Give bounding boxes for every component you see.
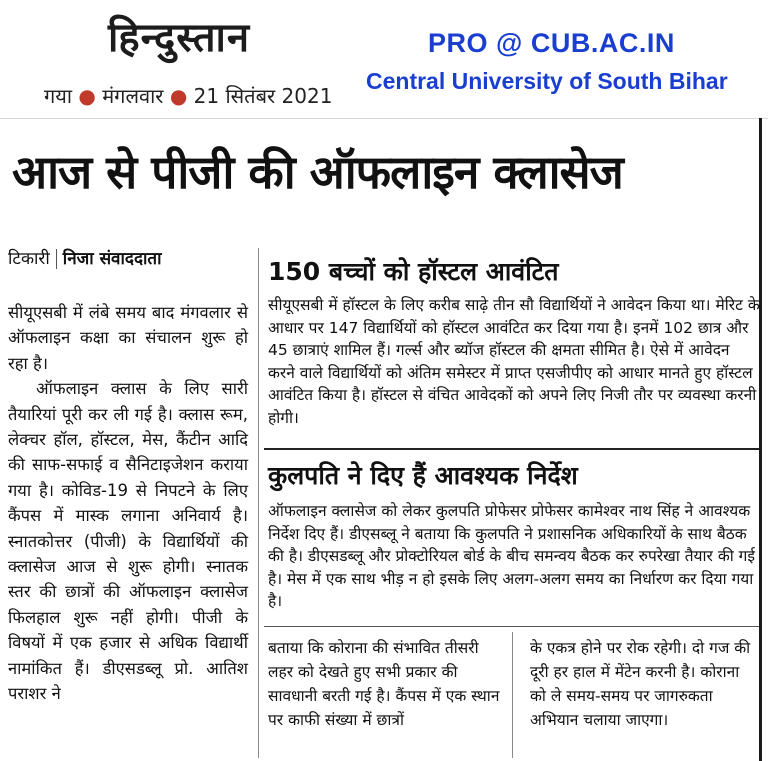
paragraph: ऑफलाइन क्लास के लिए सारी तैयारियां पूरी कर ली गई है। क्लास रूम, लेक्चर हॉल, हॉस्टल, मेस, कैंटीन आदि की साफ-सफाई व सैनिटाइजेशन कराया गया है। कोविड-19 से निपटने के लिए कैंपस में मास्क लगाना अनिवार्य है। स्नातकोत्तर (पीजी) के विद्यार्थियों की क्लासेज आज से शुरू होगी। स्नातक स्तर की छात्रों की ऑफलाइन क्लासेज फिलहाल शुरू नहीं होगी। पीजी के विषयों में एक हजार से अधिक विद्यार्थी नामांकित हैं। डीएसडब्लू प्रो. आतिश पराशर ने [8, 379, 248, 704]
clipping-edge [0, 118, 768, 119]
column-divider [258, 248, 259, 758]
newspaper-masthead [0, 0, 768, 118]
page-border [759, 118, 762, 761]
byline-place: टिकारी [8, 249, 50, 269]
hostel-paragraph: सीयूएसबी में हॉस्टल के लिए करीब साढ़े तीन सौ विद्यार्थियों ने आवेदन किया था। मेरिट के आधार पर 147 विद्यार्थियों को हॉस्टल आवंटित कर दिया गया है। इनमें 102 छात्र और 45 छात्राएं शामिल हैं। गर्ल्स और ब्यॉज हॉस्टल की क्षमता सीमित है। ऐसे में आवेदन करने वाले विद्यार्थियों को अंतिम समेस्टर में प्राप्त एसजीपीए को आधार मानते हुए हॉस्टल आवंटित किया है। हॉस्टल से वंचित आवेदकों को अपने लिए निजी तौर पर व्यवस्था करनी होगी। [268, 296, 760, 427]
directions-paragraph: ऑफलाइन क्लासेज को लेकर कुलपति प्रोफेसर प्रोफेसर कामेश्वर नाथ सिंह ने आवश्यक निर्देश दिए हैं। डीएसब्लू ने बताया कि कुलपति ने प्रशासनिक अधिकारियों के साथ बैठक की है। डीएसडब्लू और प्रोक्टोरियल बोर्ड के बीच समन्वय बैठक कर रुपरेखा तैयार की गई है। मेस में एक साथ भीड़ न हो इसके लिए अलग-अलग समय का निर्धारण कर दिया गया है। [268, 502, 755, 611]
subheading-vice-chancellor: कुलपति ने दिए हैं आवश्यक निर्देश [268, 461, 578, 490]
byline [8, 246, 161, 269]
newspaper-logo: हिन्दुस्तान [108, 14, 251, 61]
byline-author: निजा संवाददाता [62, 249, 162, 269]
subheading-hostel: 150 बच्चों को हॉस्टल आवंटित [268, 257, 559, 286]
paragraph: सीयूएसबी में लंबे समय बाद मंगवलार से ऑफलाइन कक्षा का संचालन शुरू हो रहा है। [8, 303, 248, 373]
article-column-1 [8, 300, 248, 707]
byline-divider [56, 249, 57, 269]
article-column-2: बताया कि कोराना की संभावित तीसरी लहर को देखते हुए सभी प्रकार की सावधानी बरती गई है। कैंपस में एक स्थान पर काफी संख्या में छात्रों [268, 639, 500, 729]
dateline-city: गया [44, 84, 73, 108]
dateline-day: मंगलवार [102, 84, 164, 108]
dateline-date: 21 सितंबर 2021 [193, 84, 333, 108]
bullet-icon: ● [169, 84, 194, 108]
article-headline: आज से पीजी की ऑफलाइन क्लासेज [12, 145, 623, 199]
university-name-stamp: Central University of South Bihar [366, 68, 728, 94]
pro-email-stamp: PRO @ CUB.AC.IN [428, 28, 675, 58]
article-column-3: के एकत्र होने पर रोक रहेगी। दो गज की दूरी हर हाल में मेंटेन करनी है। कोराना को ले समय-समय पर जागरुकता अभियान चलाया जाएगा। [530, 639, 751, 729]
section-divider [264, 448, 759, 450]
dateline [44, 82, 332, 109]
bullet-icon: ● [78, 84, 103, 108]
section-divider [264, 626, 759, 627]
column-divider [512, 632, 513, 758]
